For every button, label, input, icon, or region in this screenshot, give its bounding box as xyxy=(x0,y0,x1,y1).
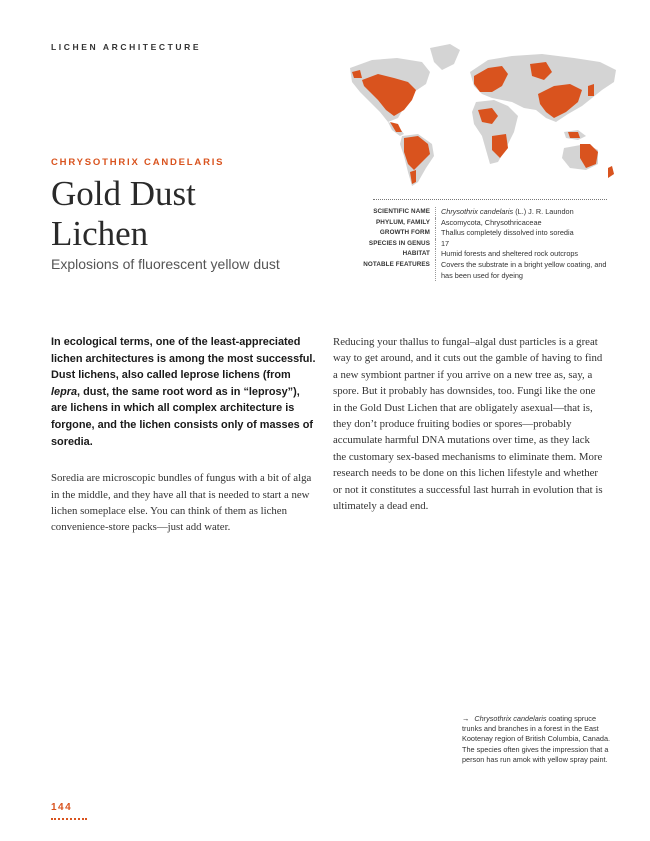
fact-value xyxy=(435,228,613,239)
fact-row xyxy=(343,207,613,218)
caption-italic: Chrysothrix candelaris xyxy=(474,714,547,723)
lead-paragraph xyxy=(51,334,319,450)
arrow-right-icon: → xyxy=(462,714,470,723)
fact-row xyxy=(343,249,613,260)
right-column xyxy=(333,334,603,514)
fact-row xyxy=(343,239,613,250)
page-title xyxy=(51,174,196,254)
fact-value-text: 17 xyxy=(441,238,450,248)
fact-value-text: Humid forests and sheltered rock outcrops xyxy=(441,249,579,259)
body-paragraph: Soredia are microscopic bundles of fungus with a bit of alga in the middle, and they have all that is needed to start a new lichen someplace else. You can think of them as lichen convenience-store packs—just add water. xyxy=(51,472,312,534)
fact-box xyxy=(343,207,613,281)
fact-label: GROWTH FORM xyxy=(379,229,430,237)
fact-value-italic: Chrysothrix candelaris xyxy=(441,207,514,216)
fact-label: PHYLUM, FAMILY xyxy=(376,218,430,226)
fact-row xyxy=(343,218,613,229)
running-head: LICHEN ARCHITECTURE xyxy=(51,42,202,52)
lead-italic: lepra xyxy=(51,385,78,398)
fact-value xyxy=(435,218,613,229)
title-line-2: Lichen xyxy=(51,214,149,253)
fact-row xyxy=(343,228,613,239)
facts-divider xyxy=(373,199,607,200)
photo-caption xyxy=(462,714,612,765)
page-number: 144 xyxy=(51,802,73,813)
fact-value-text: Covers the substrate in a bright yellow coating, and has been used for dyeing xyxy=(441,259,607,280)
world-distribution-map xyxy=(342,40,624,190)
left-column xyxy=(51,334,319,536)
fact-label: HABITAT xyxy=(402,250,430,258)
page-number-dots xyxy=(51,818,87,820)
fact-value xyxy=(435,239,613,250)
fact-value xyxy=(435,249,613,260)
fact-value-text: (L.) J. R. Laundon xyxy=(513,207,574,216)
title-line-1: Gold Dust xyxy=(51,174,196,213)
fact-label: NOTABLE FEATURES xyxy=(363,260,430,268)
caption-text: coating spruce trunks and branches in a forest in the East Kootenay region of British Columbia, Canada. The species often gives the impression that a person has run amok with yellow spray paint. xyxy=(462,714,611,764)
fact-label: SPECIES IN GENUS xyxy=(368,239,430,247)
fact-value-text: Ascomycota, Chrysothricaceae xyxy=(441,217,542,227)
fact-value xyxy=(435,260,613,281)
fact-row xyxy=(343,260,613,281)
body-paragraph: Reducing your thallus to fungal–algal dust particles is a great way to get around, and it cuts out the gamble of having to find a new symbiont partner if you arrive on a new tree as, say, a spore. But it probably has downsides, too. Fungi like the one in the Gold Dust Lichen that are obligately asexual—that is, they don’t produce fruiting bodies or spores—probably accumulate harmful DNA mutations over time, as they lack the customary sex-based mechanisms to eliminate them. More research needs to be done on this lichen lifestyle and whether or not it constitutes a successful last hurrah in evolution that is ultimately a dead end. xyxy=(333,336,603,513)
lead-text: In ecological terms, one of the least-appreciated lichen architectures is among the most successful. Dust lichens, also called leprose lichens (from xyxy=(51,336,316,382)
lead-text: , dust, the same root word as in “leprosy”), are lichens in which all complex architecture is forgone, and the lichen consists only of masses of soredia. xyxy=(51,385,314,448)
fact-value xyxy=(435,207,613,218)
subtitle: Explosions of fluorescent yellow dust xyxy=(51,256,280,272)
fact-value-text: Thallus completely dissolved into soredia xyxy=(441,228,574,238)
species-kicker: CHRYSOTHRIX CANDELARIS xyxy=(51,157,225,168)
fact-label: SCIENTIFIC NAME xyxy=(373,208,430,215)
